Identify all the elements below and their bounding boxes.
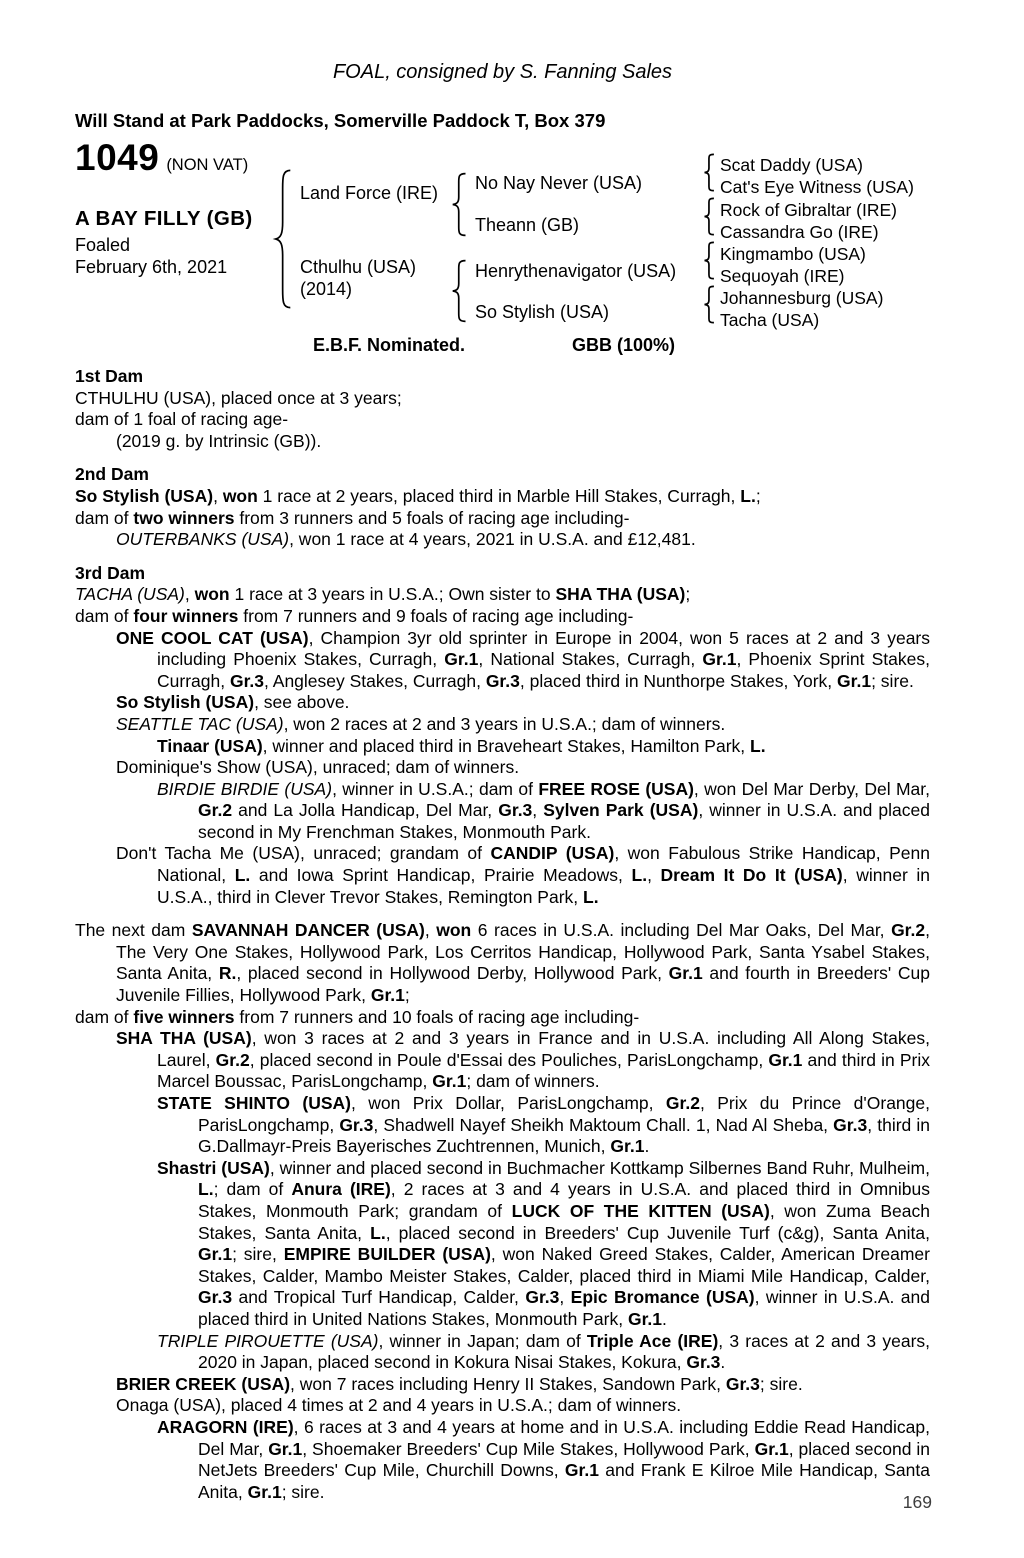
pedigree-main-brace bbox=[275, 169, 292, 309]
lot-description: A BAY FILLY (GB) bbox=[75, 207, 253, 230]
stand-location-line: Will Stand at Park Paddocks, Somerville Paddock T, Box 379 bbox=[75, 110, 606, 131]
pedigree-paragraph: ARAGORN (IRE), 6 races at 3 and 4 years at home and in U.S.A. including Eddie Read Handicap, Del Mar, Gr.1, Shoemaker Breeders' Cup Mile Stakes, Hollywood Park, Gr.1, placed second in NetJets Breeders' Cup Mile, Churchill Downs, Gr.1 and Frank E Kilroe Mile Handicap, Santa Anita, Gr.1; sire. bbox=[157, 1416, 931, 1502]
pedigree-paragraph: Shastri (USA), winner and placed second in Buchmacher Kottkamp Silbernes Band Ruhr, Mulheim, L.; dam of Anura (IRE), 2 races at 3 and 4 years in U.S.A. and placed third in Omnibus Stakes, Monmouth Park; grandam of LUCK OF THE KITTEN (USA), won Zuma Beach Stakes, Santa Anita, L., placed second in Breeders' Cup Juvenile Turf (c&g), Santa Anita, Gr.1; sire, EMPIRE BUILDER (USA), won Naked Greed Stakes, Calder, American Dreamer Stakes, Calder, Mambo Meister Stakes, Calder, placed third in Miami Mile Handicap, Calder, Gr.3 and Tropical Turf Handicap, Calder, Gr.3, Epic Bromance (USA), winner in U.S.A. and placed third in United Nations Stakes, Monmouth Park, Gr.1. bbox=[157, 1157, 931, 1329]
section-heading-2nd-dam: 2nd Dam bbox=[75, 464, 149, 485]
sire-brace bbox=[452, 173, 467, 236]
pedigree-paragraph: TRIPLE PIROUETTE (USA), winner in Japan; dam of Triple Ace (IRE), 3 races at 2 and 3 years, 2020 in Japan, placed second in Kokura Nisai Stakes, Kokura, Gr.3. bbox=[157, 1330, 931, 1373]
great-grandparent: Tacha (USA) bbox=[720, 310, 820, 330]
pedigree-paragraph: BIRDIE BIRDIE (USA), winner in U.S.A.; dam of FREE ROSE (USA), won Del Mar Derby, Del Mar, Gr.2 and La Jolla Handicap, Del Mar, Gr.3, Sylven Park (USA), winner in U.S.A. and placed second in My Frenchman Stakes, Monmouth Park. bbox=[157, 778, 930, 842]
great-grandparent: Johannesburg (USA) bbox=[720, 288, 884, 308]
pedigree-paragraph: OUTERBANKS (USA), won 1 race at 4 years, 2021 in U.S.A. and £12,481. bbox=[116, 529, 696, 550]
gbb-status-label: GBB (100%) bbox=[572, 335, 676, 355]
dam-name: Cthulhu (USA) bbox=[300, 257, 417, 277]
great-grandparent: Cat's Eye Witness (USA) bbox=[720, 177, 914, 197]
great-grandparent-brace bbox=[704, 242, 715, 279]
foaled-date: February 6th, 2021 bbox=[75, 257, 228, 277]
pedigree-paragraph: dam of five winners from 7 runners and 10 foals of racing age including- bbox=[75, 1006, 640, 1027]
pedigree-paragraph: STATE SHINTO (USA), won Prix Dollar, ParisLongchamp, Gr.2, Prix du Prince d'Orange, ParisLongchamp, Gr.3, Shadwell Nayef Sheikh Maktoum Chall. 1, Nad Al Sheba, Gr.3, third in G.Dallmayr-Preis Bayerisches Zuchtrennen, Munich, Gr.1. bbox=[157, 1093, 931, 1157]
pedigree-paragraph: SHA THA (USA), won 3 races at 2 and 3 years in France and in U.S.A. including All Along Stakes, Laurel, Gr.2, placed second in Poule d'Essai des Pouliches, ParisLongchamp, Gr.1 and third in Prix Marcel Boussac, ParisLongchamp, Gr.1; dam of winners. bbox=[116, 1028, 931, 1092]
great-grandparent: Kingmambo (USA) bbox=[720, 244, 866, 264]
pedigree-paragraph: dam of 1 foal of racing age- bbox=[75, 409, 289, 430]
pedigree-paragraph: CTHULHU (USA), placed once at 3 years; bbox=[75, 387, 402, 408]
lot-number: 1049 bbox=[75, 137, 160, 178]
pedigree-table bbox=[75, 137, 930, 331]
dam-year: (2014) bbox=[300, 279, 353, 299]
granddam-paternal: Theann (GB) bbox=[475, 215, 580, 235]
granddam-maternal: So Stylish (USA) bbox=[475, 302, 610, 322]
great-grandparent-brace bbox=[704, 286, 715, 323]
pedigree-paragraph: The next dam SAVANNAH DANCER (USA), won 6 races in U.S.A. including Del Mar Oaks, Del Mar, Gr.2, The Very One Stakes, Hollywood Park, Los Cerritos Handicap, Hollywood Park, Santa Ysabel Stakes, Santa Anita, R., placed second in Hollywood Derby, Hollywood Park, Gr.1 and fourth in Breeders' Cup Juvenile Fillies, Hollywood Park, Gr.1; bbox=[75, 920, 931, 1006]
pedigree-paragraph: So Stylish (USA), won 1 race at 2 years, placed third in Marble Hill Stakes, Curragh, L.; bbox=[75, 485, 761, 506]
catalog-body bbox=[75, 366, 930, 1503]
pedigree-paragraph: dam of two winners from 3 runners and 5 foals of racing age including- bbox=[75, 507, 630, 528]
pedigree-paragraph: Onaga (USA), placed 4 times at 2 and 4 years in U.S.A.; dam of winners. bbox=[116, 1395, 682, 1416]
ebf-nominated-label: E.B.F. Nominated. bbox=[313, 335, 466, 355]
section-heading-3rd-dam: 3rd Dam bbox=[75, 562, 146, 583]
pedigree-paragraph: Dominique's Show (USA), unraced; dam of winners. bbox=[116, 757, 520, 778]
pedigree-paragraph: dam of four winners from 7 runners and 9 foals of racing age including- bbox=[75, 605, 634, 626]
pedigree-paragraph: SEATTLE TAC (USA), won 2 races at 2 and 3 years in U.S.A.; dam of winners. bbox=[116, 713, 726, 734]
lot-header bbox=[75, 137, 249, 178]
pedigree-paragraph: TACHA (USA), won 1 race at 3 years in U.S.A.; Own sister to SHA THA (USA); bbox=[75, 584, 691, 605]
vat-note: (NON VAT) bbox=[166, 156, 249, 174]
page-number: 169 bbox=[902, 1492, 932, 1512]
great-grandparent: Sequoyah (IRE) bbox=[720, 266, 845, 286]
pedigree-paragraph: Tinaar (USA), winner and placed third in Braveheart Stakes, Hamilton Park, L. bbox=[157, 735, 766, 756]
nomination-line bbox=[75, 335, 930, 357]
great-grandparent-brace bbox=[704, 154, 715, 191]
sire-name: Land Force (IRE) bbox=[300, 183, 439, 203]
section-heading-1st-dam: 1st Dam bbox=[75, 366, 144, 386]
great-grandparent-brace bbox=[704, 198, 715, 235]
grandsire-maternal: Henrythenavigator (USA) bbox=[475, 261, 677, 281]
pedigree-paragraph: (2019 g. by Intrinsic (GB)). bbox=[116, 430, 322, 451]
grandsire-paternal: No Nay Never (USA) bbox=[475, 173, 643, 193]
pedigree-paragraph: So Stylish (USA), see above. bbox=[116, 692, 350, 713]
pedigree-paragraph: BRIER CREEK (USA), won 7 races including Henry II Stakes, Sandown Park, Gr.3; sire. bbox=[116, 1373, 803, 1394]
page-title: FOAL, consigned by S. Fanning Sales bbox=[332, 61, 673, 83]
great-grandparent: Cassandra Go (IRE) bbox=[720, 222, 879, 242]
pedigree-paragraph: Don't Tacha Me (USA), unraced; grandam of CANDIP (USA), won Fabulous Strike Handicap, Penn National, L. and Iowa Sprint Handicap, Prairie Meadows, L., Dream It Do It (USA), winner in U.S.A., third in Clever Trevor Stakes, Remington Park, L. bbox=[116, 843, 930, 907]
great-grandparent: Rock of Gibraltar (IRE) bbox=[720, 200, 897, 220]
dam-brace bbox=[452, 260, 467, 322]
great-grandparent: Scat Daddy (USA) bbox=[720, 155, 863, 175]
foaled-label: Foaled bbox=[75, 235, 131, 255]
pedigree-paragraph: ONE COOL CAT (USA), Champion 3yr old sprinter in Europe in 2004, won 5 races at 2 and 3 years including Phoenix Stakes, Curragh, Gr.1, National Stakes, Curragh, Gr.1, Phoenix Sprint Stakes, Curragh, Gr.3, Anglesey Stakes, Curragh, Gr.3, placed third in Nunthorpe Stakes, York, Gr.1; sire. bbox=[116, 627, 931, 691]
